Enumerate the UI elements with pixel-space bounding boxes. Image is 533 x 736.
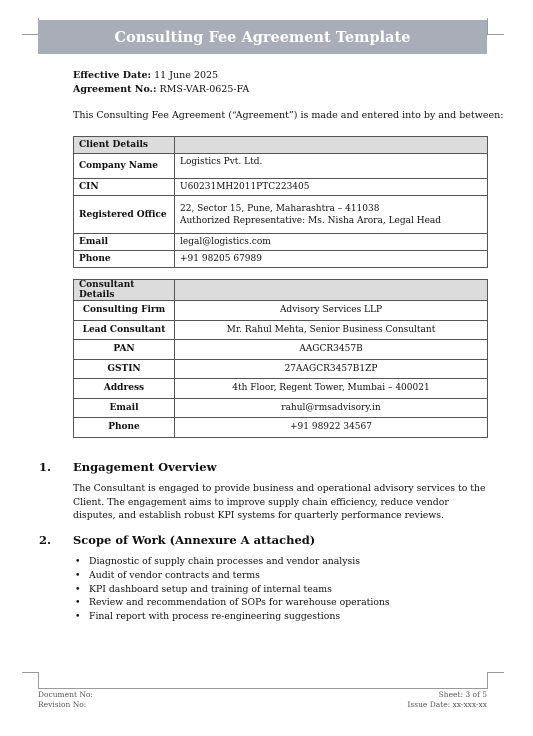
bullet-icon: • — [75, 611, 81, 623]
bullet-icon: • — [75, 597, 81, 609]
registered-office-address: 22, Sector 15, Pune, Maharashtra – 411038 — [180, 203, 380, 214]
effective-date-line — [73, 70, 218, 81]
list-item-text: Final report with process re-engineering suggestions — [89, 611, 341, 623]
row-value: U60231MH2011PTC223405 — [175, 179, 488, 196]
row-value: rahul@rmsadvisory.in — [175, 398, 488, 418]
table-row — [74, 179, 488, 196]
section-title-scope-of-work: Scope of Work (Annexure A attached) — [73, 533, 316, 547]
row-value — [175, 196, 488, 234]
client-details-table — [73, 136, 488, 268]
table-row — [74, 398, 488, 418]
row-label: CIN — [74, 179, 175, 196]
agreement-no-value: RMS-VAR-0625-FA — [159, 84, 250, 95]
crop-mark-bottom-right — [487, 672, 504, 689]
header-empty-cell — [175, 137, 488, 154]
intro-paragraph: This Consulting Fee Agreement (“Agreement”) is made and entered into by and between: — [73, 110, 504, 121]
section-number: 2. — [39, 533, 52, 547]
effective-date-value: 11 June 2025 — [154, 70, 219, 81]
row-label: PAN — [74, 340, 175, 360]
document-title: Consulting Fee Agreement Template — [38, 20, 487, 54]
list-item-text: Review and recommendation of SOPs for warehouse operations — [89, 597, 390, 609]
engagement-overview-paragraph: The Consultant is engaged to provide business and operational advisory services to the Client. The engagement aims to improve supply chain efficiency, reduce vendor disputes, and establish robust KPI systems for quarterly performance reviews. — [73, 483, 486, 521]
table-row — [74, 418, 488, 438]
row-value: Logistics Pvt. Ltd. — [175, 154, 488, 179]
table-row — [74, 320, 488, 340]
row-label: GSTIN — [74, 359, 175, 379]
list-item — [73, 569, 390, 583]
table-row — [74, 379, 488, 399]
footer-issue-date: Issue Date: xx-xxx-xx — [407, 700, 487, 709]
table-row — [74, 340, 488, 360]
bullet-icon: • — [75, 556, 81, 567]
consultant-details-header: Consultant Details — [74, 280, 175, 301]
footer-revision-no: Revision No: — [38, 700, 87, 709]
scope-of-work-list — [73, 555, 390, 624]
consultant-details-table — [73, 279, 488, 438]
authorized-representative: Authorized Representative: Ms. Nisha Arora, Legal Head — [180, 215, 442, 226]
bullet-icon: • — [75, 569, 81, 581]
row-label: Email — [74, 234, 175, 251]
table-row — [74, 251, 488, 268]
effective-date-label: Effective Date: — [73, 70, 152, 81]
agreement-no-line — [73, 84, 249, 95]
row-value: AAGCR3457B — [175, 340, 488, 360]
row-label: Company Name — [74, 154, 175, 179]
list-item — [73, 555, 390, 569]
row-label: Registered Office — [74, 196, 175, 234]
crop-mark-top-left — [22, 18, 39, 35]
bullet-icon: • — [75, 583, 81, 595]
row-label: Email — [74, 398, 175, 418]
table-row — [74, 234, 488, 251]
section-number: 1. — [39, 460, 52, 474]
crop-mark-top-right — [487, 18, 504, 35]
row-label: Phone — [74, 251, 175, 268]
table-header-row — [74, 137, 488, 154]
crop-mark-bottom-left — [22, 672, 39, 689]
list-item-text: Audit of vendor contracts and terms — [89, 569, 260, 581]
row-value: 27AAGCR3457B1ZP — [175, 359, 488, 379]
table-row — [74, 196, 488, 234]
list-item — [73, 596, 390, 610]
table-header-row — [74, 280, 488, 301]
table-row — [74, 301, 488, 321]
row-label: Phone — [74, 418, 175, 438]
footer-sheet: Sheet: 3 of 5 — [438, 690, 487, 699]
footer-document-no: Document No: — [38, 690, 93, 699]
header-empty-cell — [175, 280, 488, 301]
list-item-text: KPI dashboard setup and training of internal teams — [89, 583, 332, 595]
list-item — [73, 583, 390, 597]
row-value: Mr. Rahul Mehta, Senior Business Consultant — [175, 320, 488, 340]
row-label: Consulting Firm — [74, 301, 175, 321]
client-details-header: Client Details — [74, 137, 175, 154]
row-value: 4th Floor, Regent Tower, Mumbai – 400021 — [175, 379, 488, 399]
row-label: Address — [74, 379, 175, 399]
row-label: Lead Consultant — [74, 320, 175, 340]
table-row — [74, 359, 488, 379]
row-value: +91 98922 34567 — [175, 418, 488, 438]
agreement-no-label: Agreement No.: — [73, 84, 157, 95]
footer-divider — [38, 688, 487, 689]
row-value: Advisory Services LLP — [175, 301, 488, 321]
row-value: +91 98205 67989 — [175, 251, 488, 268]
section-title-engagement-overview: Engagement Overview — [73, 460, 217, 474]
row-value: legal@logistics.com — [175, 234, 488, 251]
table-row — [74, 154, 488, 179]
list-item-text: Diagnostic of supply chain processes and vendor analysis — [89, 556, 361, 567]
list-item — [73, 610, 390, 624]
